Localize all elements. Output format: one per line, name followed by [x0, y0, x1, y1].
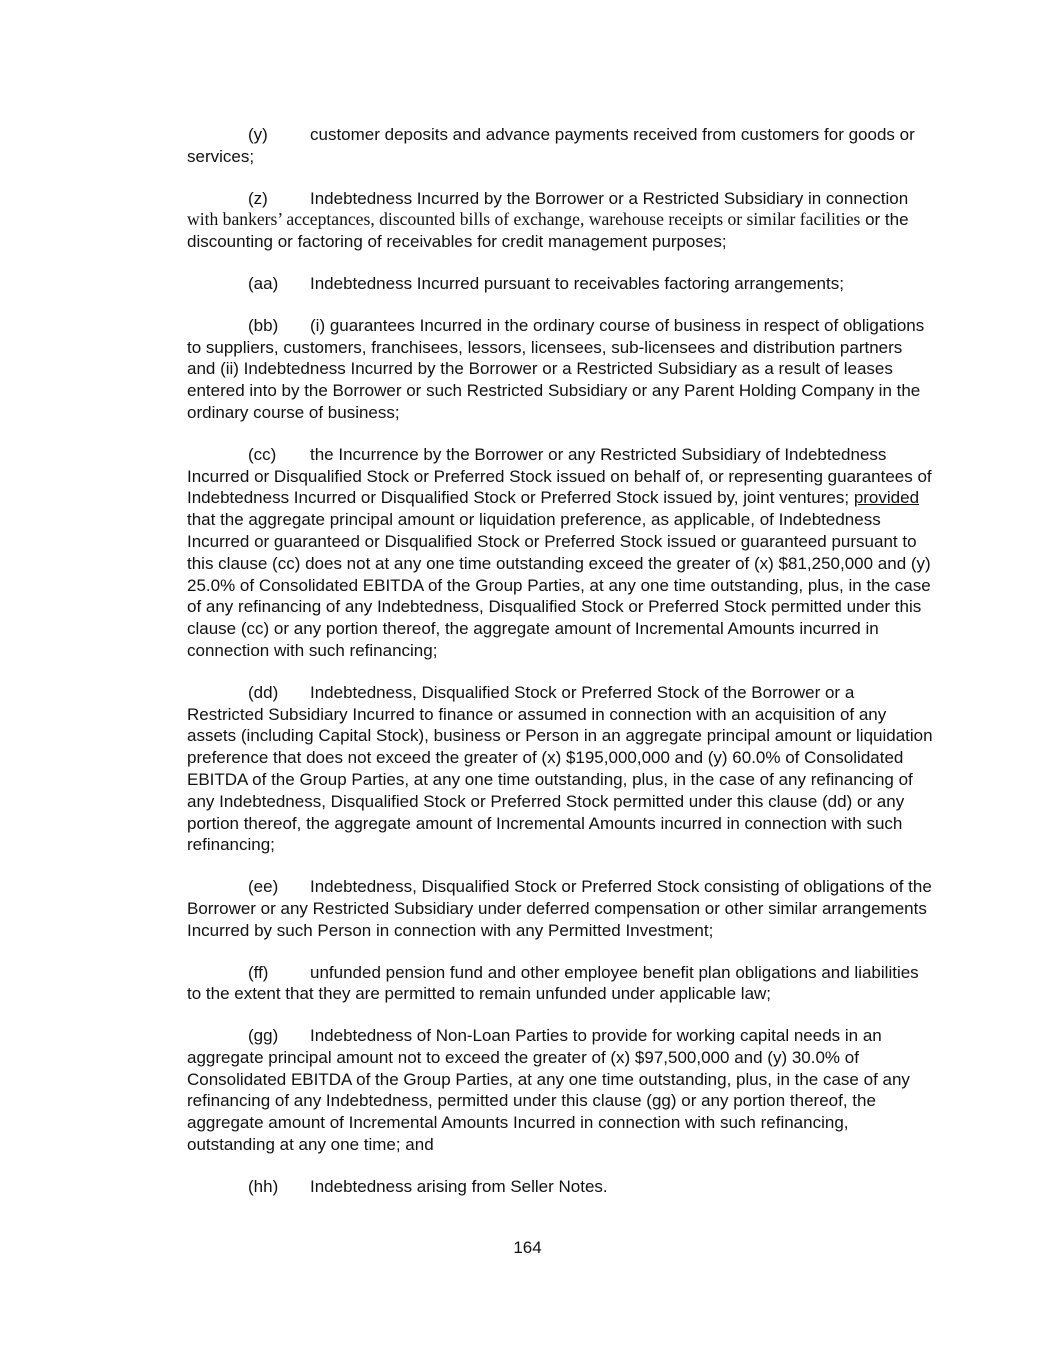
clause-text: that the aggregate principal amount or liquidation preference, as applicable, of Indebtedness Incurred or guaranteed or Disqualified Stock or Preferred Stock issued or guaranteed pursuant to this clause (cc) does not at any one time outstanding exceed the greater of (x) $81,250,000 and (y) 25.0% of Consolidated EBITDA of the Group Parties, at any one time outstanding, plus, in the case of any refinancing of any Indebtedness, Disqualified Stock or Preferred Stock permitted under this clause (cc) or any portion thereof, the aggregate amount of Incremental Amounts incurred in connection with such refinancing; [187, 510, 931, 660]
clause-label: (z) [248, 188, 268, 208]
clause-label: (ff) [248, 962, 269, 982]
clause-label: (gg) [248, 1026, 279, 1046]
clause-text: Indebtedness, Disqualified Stock or Preferred Stock consisting of obligations of the Borrower or any Restricted Subsidiary under deferred compensation or other similar arrangements Incurred by such Person in connection with any Permitted Investment; [187, 877, 932, 940]
document-page [187, 124, 933, 1218]
clause-text-serif: with bankers’ acceptances, discounted bills of exchange, warehouse receipts or similar facilities [187, 209, 861, 230]
clause-ff [187, 962, 933, 1006]
clause-text: Indebtedness, Disqualified Stock or Preferred Stock of the Borrower or a Restricted Subsidiary Incurred to finance or assumed in connection with an acquisition of any assets (including Capital Stock), business or Person in an aggregate principal amount or liquidation preference that does not exceed the greater of (x) $195,000,000 and (y) 60.0% of Consolidated EBITDA of the Group Parties, at any one time outstanding, plus, in the case of any refinancing of any Indebtedness, Disqualified Stock or Preferred Stock permitted under this clause (dd) or any portion thereof, the aggregate amount of Incremental Amounts incurred in connection with such refinancing; [187, 682, 933, 855]
clause-text: the Incurrence by the Borrower or any Restricted Subsidiary of Indebtedness Incurred or Disqualified Stock or Preferred Stock issued on behalf of, or representing guarantees of Indebtedness Incurred or Disqualified Stock or Preferred Stock issued by, joint ventures; [187, 444, 932, 508]
clause-label: (bb) [248, 315, 279, 335]
clause-bb [187, 315, 933, 424]
clause-text: Indebtedness arising from Seller Notes. [310, 1176, 608, 1196]
clause-label: (y) [248, 125, 268, 144]
clause-z [187, 188, 933, 253]
clause-ee [187, 876, 933, 941]
clause-label: (dd) [248, 682, 279, 702]
clause-label: (hh) [248, 1176, 279, 1196]
clause-text: Indebtedness of Non-Loan Parties to provide for working capital needs in an aggregate principal amount not to exceed the greater of (x) $97,500,000 and (y) 30.0% of Consolidated EBITDA of the Group Parties, at any one time outstanding, plus, in the case of any refinancing of any Indebtedness, permitted under this clause (gg) or any portion thereof, the aggregate amount of Incremental Amounts Incurred in connection with such refinancing, outstanding at any one time; and [187, 1026, 910, 1155]
clause-text: customer deposits and advance payments received from customers for goods or services; [187, 125, 915, 166]
clause-cc [187, 444, 933, 662]
provided-term: provided [853, 488, 920, 508]
clause-text: Indebtedness Incurred by the Borrower or a Restricted Subsidiary in connection [310, 188, 909, 208]
clause-dd [187, 682, 933, 856]
clause-aa [187, 273, 933, 295]
clause-text: or the discounting or factoring of receivables for credit management purposes; [187, 210, 909, 252]
clause-text: (i) guarantees Incurred in the ordinary course of business in respect of obligations to suppliers, customers, franchisees, lessors, licensees, sub-licensees and distribution partners and (ii) Indebtedness Incurred by the Borrower or a Restricted Subsidiary as a result of leases entered into by the Borrower or such Restricted Subsidiary or any Parent Holding Company in the ordinary course of business; [187, 315, 925, 422]
clause-gg [187, 1025, 933, 1156]
clause-label: (ee) [248, 877, 279, 897]
clause-text: unfunded pension fund and other employee benefit plan obligations and liabilities to the extent that they are permitted to remain unfunded under applicable law; [187, 962, 919, 1004]
clause-hh [187, 1176, 933, 1198]
clause-text: Indebtedness Incurred pursuant to receivables factoring arrangements; [310, 273, 844, 293]
page-number: 164 [513, 1238, 542, 1257]
clause-y [187, 124, 933, 168]
clause-label: (aa) [248, 273, 279, 293]
clause-label: (cc) [248, 444, 277, 464]
